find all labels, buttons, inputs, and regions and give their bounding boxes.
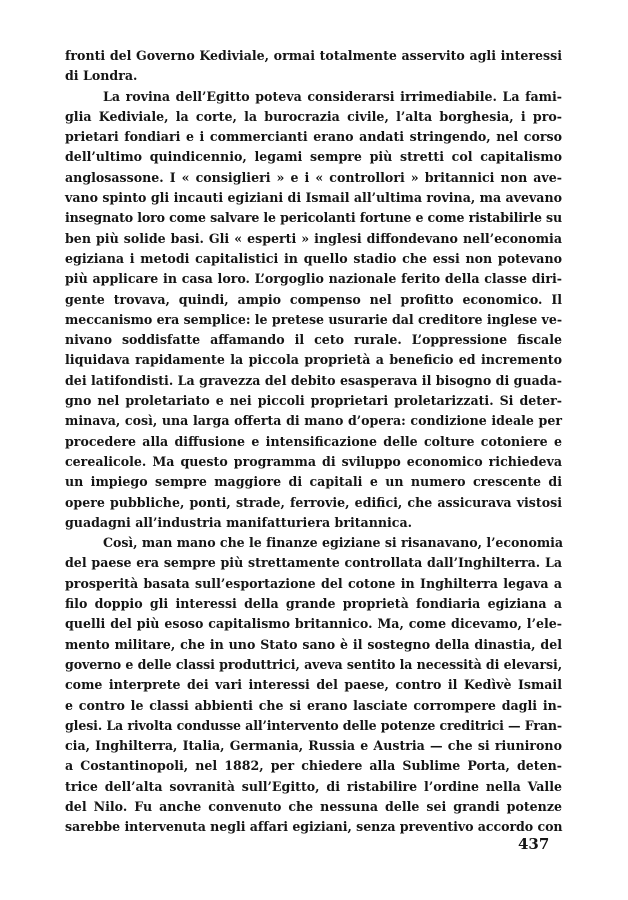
text-line: mento militare, che in uno Stato sano è il sostegno della dinastia, del (65, 636, 562, 652)
text-line: cia, Inghilterra, Italia, Germania, Russia e Austria — che si riunirono (65, 738, 562, 754)
text-line: dell’ultimo quindicennio, legami sempre più stretti col capitalismo (65, 149, 562, 165)
text-line: liquidava rapidamente la piccola proprietà a beneficio ed incremento (65, 352, 562, 368)
text-line: insegnato loro come salvare le pericolanti fortune e come ristabilirle su (65, 210, 562, 226)
text-line: filo doppio gli interessi della grande proprietà fondiaria egiziana a (65, 596, 562, 612)
text-line: ben più solide basi. Gli « esperti » inglesi diffondevano nell’economia (65, 230, 562, 246)
text-line: egiziana i metodi capitalistici in quello stadio che essi non potevano (65, 250, 562, 266)
body-text (65, 46, 562, 838)
text-line: più applicare in casa loro. L’orgoglio nazionale ferito della classe diri- (65, 271, 562, 287)
text-line: gente trovava, quindi, ampio compenso nel profitto economico. Il (65, 291, 562, 307)
text-line: minava, così, una larga offerta di mano d’opera: condizione ideale per (65, 413, 562, 429)
text-line: del Nilo. Fu anche convenuto che nessuna delle sei grandi potenze (65, 798, 562, 814)
text-line: anglosassone. I « consiglieri » e i « controllori » britannici non ave- (65, 169, 562, 185)
text-line: un impiego sempre maggiore di capitali e un numero crescente di (65, 474, 562, 490)
text-line: governo e delle classi produttrici, aveva sentito la necessità di elevarsi, (65, 656, 562, 672)
text-line: cerealicole. Ma questo programma di sviluppo economico richiedeva (65, 453, 562, 469)
text-line: come interprete dei vari interessi del paese, contro il Kedìvè Ismail (65, 677, 562, 693)
text-line: Così, man mano che le finanze egiziane si risanavano, l’economia (103, 535, 564, 551)
text-line: di Londra. (65, 68, 138, 84)
text-line: e contro le classi abbienti che si erano lasciate corrompere dagli in- (65, 697, 562, 713)
text-line: fronti del Governo Kediviale, ormai totalmente asservito agli interessi (65, 48, 562, 63)
text-line: glia Kediviale, la corte, la burocrazia civile, l’alta borghesia, i pro- (65, 108, 562, 124)
text-line: meccanismo era semplice: le pretese usurarie dal creditore inglese ve- (65, 311, 563, 327)
text-line: del paese era sempre più strettamente controllata dall’Inghilterra. La (65, 555, 562, 571)
text-line: trice dell’alta sovranità sull’Egitto, di ristabilire l’ordine nella Valle (65, 778, 562, 794)
text-line: a Costantinopoli, nel 1882, per chiedere alla Sublime Porta, deten- (65, 758, 562, 774)
text-line: procedere alla diffusione e intensificazione delle colture cotoniere e (65, 433, 562, 449)
text-line: vano spinto gli incauti egiziani di Ismail all’ultima rovina, ma avevano (65, 190, 563, 206)
text-line: guadagni all’industria manifatturiera britannica. (65, 514, 413, 530)
text-line: quelli del più esoso capitalismo britannico. Ma, come dicevamo, l’ele- (65, 616, 562, 632)
page-number: 437 (518, 835, 550, 853)
text-line: La rovina dell’Egitto poteva considerarsi irrimediabile. La fami- (103, 88, 562, 104)
text-line: prosperità basata sull’esportazione del cotone in Inghilterra legava a (65, 575, 562, 591)
text-line: prietari fondiari e i commercianti erano andati stringendo, nel corso (65, 129, 562, 145)
text-line: dei latifondisti. La gravezza del debito esasperava il bisogno di guada- (65, 372, 562, 388)
text-line: nivano soddisfatte affamando il ceto rurale. L’oppressione fiscale (65, 332, 562, 348)
text-line: opere pubbliche, ponti, strade, ferrovie, edifici, che assicurava vistosi (65, 494, 562, 510)
text-line: glesi. La rivolta condusse all’intervento delle potenze creditrici — Fran- (65, 717, 562, 733)
text-line: sarebbe intervenuta negli affari egiziani, senza preventivo accordo con (65, 819, 563, 835)
text-line: gno nel proletariato e nei piccoli proprietari proletarizzati. Si deter- (65, 393, 562, 409)
